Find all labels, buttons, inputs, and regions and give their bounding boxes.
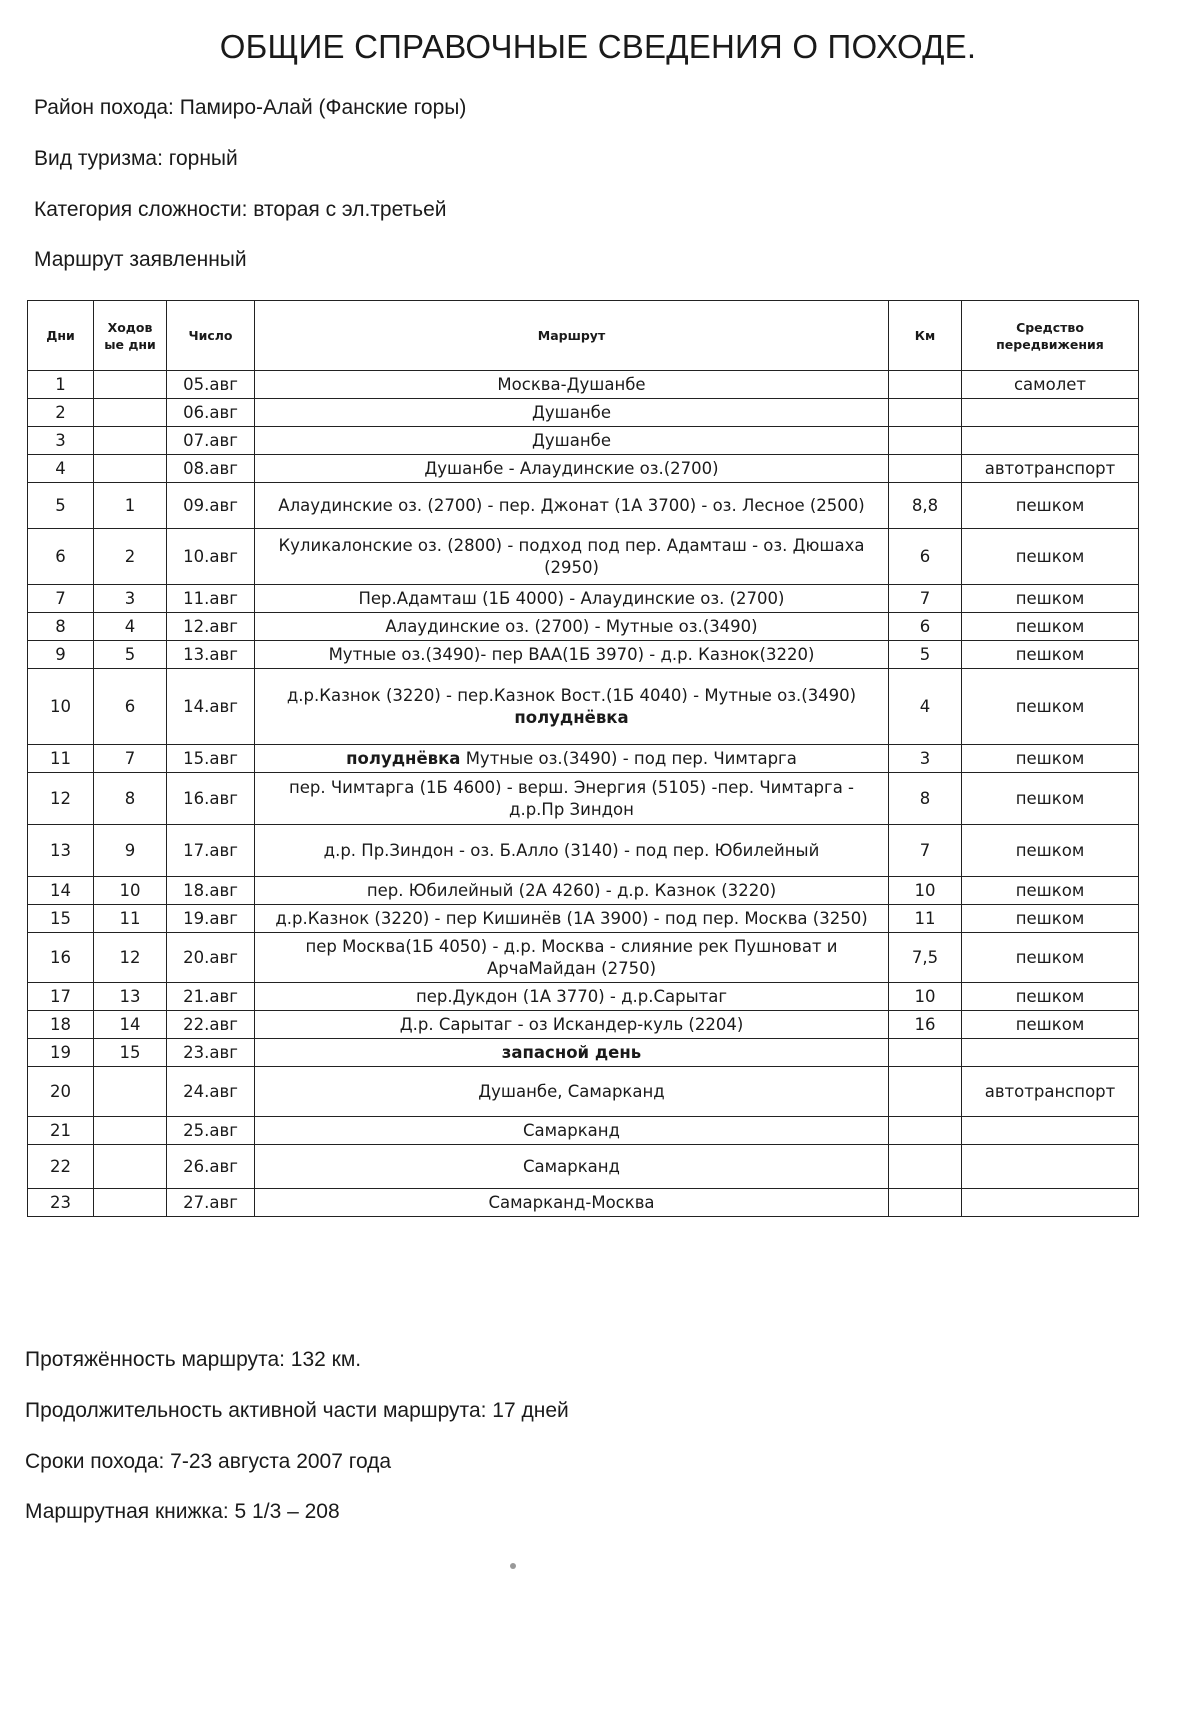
cell-day: 1 (28, 371, 94, 399)
cell-day: 13 (28, 825, 94, 877)
table-row (28, 455, 1139, 483)
cell-date: 18.авг (167, 877, 255, 905)
cell-km: 6 (889, 529, 962, 585)
cell-date: 23.авг (167, 1039, 255, 1067)
cell-route (255, 641, 889, 669)
cell-route (255, 399, 889, 427)
cell-route (255, 1117, 889, 1145)
cell-walking-day: 8 (94, 773, 167, 825)
cell-walking-day: 4 (94, 613, 167, 641)
cell-transport: автотранспорт (962, 455, 1139, 483)
cell-day: 21 (28, 1117, 94, 1145)
route-text: д.р. Пр.Зиндон - оз. Б.Алло (3140) - под пер. Юбилейный (323, 840, 820, 860)
table-row (28, 371, 1139, 399)
cell-route (255, 933, 889, 983)
route-text: Самарканд (523, 1120, 620, 1140)
route-text: Душанбе, Самарканд (478, 1081, 665, 1101)
cell-transport (962, 1145, 1139, 1189)
cell-route (255, 455, 889, 483)
cell-route (255, 983, 889, 1011)
cell-date: 19.авг (167, 905, 255, 933)
cell-day: 18 (28, 1011, 94, 1039)
route-text: Алаудинские оз. (2700) - Мутные оз.(3490) (385, 616, 758, 636)
route-text: пер Москва(1Б 4050) - д.р. Москва - слияние рек Пушноват и АрчаМайдан (2750) (305, 936, 838, 978)
cell-transport: пешком (962, 483, 1139, 529)
cell-date: 06.авг (167, 399, 255, 427)
table-row (28, 1145, 1139, 1189)
cell-route (255, 585, 889, 613)
cell-day: 7 (28, 585, 94, 613)
header-route: Маршрут (255, 301, 889, 371)
header-walking-days: Ходов ые дни (94, 301, 167, 371)
cell-walking-day: 1 (94, 483, 167, 529)
cell-day: 12 (28, 773, 94, 825)
header-km: Км (889, 301, 962, 371)
route-text: Душанбе (532, 402, 611, 422)
table-header-row (28, 301, 1139, 371)
cell-route (255, 877, 889, 905)
route-heading: Маршрут заявленный (34, 248, 247, 271)
cell-walking-day (94, 371, 167, 399)
cell-date: 11.авг (167, 585, 255, 613)
route-text: Мутные оз.(3490)- пер ВАА(1Б 3970) - д.р. Казнок(3220) (328, 644, 815, 664)
cell-date: 21.авг (167, 983, 255, 1011)
cell-walking-day: 13 (94, 983, 167, 1011)
cell-km (889, 1189, 962, 1217)
route-text: Самарканд-Москва (488, 1192, 655, 1212)
route-text: пер.Дукдон (1А 3770) - д.р.Сарытаг (415, 986, 728, 1006)
cell-km: 11 (889, 905, 962, 933)
route-text: пер. Юбилейный (2А 4260) - д.р. Казнок (3220) (366, 880, 777, 900)
region-line: Район похода: Памиро-Алай (Фанские горы) (34, 96, 467, 119)
cell-km: 4 (889, 669, 962, 745)
cell-route (255, 1145, 889, 1189)
tourism-type-line: Вид туризма: горный (34, 147, 238, 170)
cell-transport: пешком (962, 983, 1139, 1011)
table-row (28, 585, 1139, 613)
cell-transport: пешком (962, 905, 1139, 933)
cell-transport: автотранспорт (962, 1067, 1139, 1117)
cell-date: 13.авг (167, 641, 255, 669)
table-row (28, 1011, 1139, 1039)
table-row (28, 427, 1139, 455)
cell-km: 7 (889, 585, 962, 613)
cell-transport: пешком (962, 745, 1139, 773)
cell-km: 8 (889, 773, 962, 825)
route-table-body (28, 371, 1139, 1217)
cell-walking-day: 5 (94, 641, 167, 669)
cell-km: 7 (889, 825, 962, 877)
cell-walking-day: 9 (94, 825, 167, 877)
cell-transport: пешком (962, 773, 1139, 825)
cell-transport: самолет (962, 371, 1139, 399)
cell-day: 22 (28, 1145, 94, 1189)
cell-day: 2 (28, 399, 94, 427)
route-table (27, 300, 1139, 1217)
cell-day: 11 (28, 745, 94, 773)
active-duration: Продолжительность активной части маршрута: 17 дней (25, 1399, 569, 1422)
cell-route (255, 371, 889, 399)
route-note-bold: запасной день (501, 1042, 642, 1062)
table-row (28, 933, 1139, 983)
route-text: д.р.Казнок (3220) - пер Кишинёв (1А 3900) - под пер. Москва (3250) (275, 908, 868, 928)
table-row (28, 641, 1139, 669)
route-text: Пер.Адамташ (1Б 4000) - Алаудинские оз. (2700) (358, 588, 785, 608)
cell-walking-day (94, 1117, 167, 1145)
cell-date: 27.авг (167, 1189, 255, 1217)
cell-day: 20 (28, 1067, 94, 1117)
table-row (28, 399, 1139, 427)
header-transport: Средство передвижения (962, 301, 1139, 371)
cell-date: 08.авг (167, 455, 255, 483)
cell-transport: пешком (962, 877, 1139, 905)
table-row (28, 1189, 1139, 1217)
cell-day: 4 (28, 455, 94, 483)
cell-date: 20.авг (167, 933, 255, 983)
table-row (28, 669, 1139, 745)
cell-transport: пешком (962, 529, 1139, 585)
cell-transport: пешком (962, 1011, 1139, 1039)
route-length: Протяжённость маршрута: 132 км. (25, 1348, 362, 1371)
cell-date: 10.авг (167, 529, 255, 585)
cell-day: 6 (28, 529, 94, 585)
cell-walking-day (94, 1067, 167, 1117)
cell-day: 5 (28, 483, 94, 529)
cell-walking-day: 12 (94, 933, 167, 983)
cell-day: 3 (28, 427, 94, 455)
cell-route (255, 483, 889, 529)
cell-date: 09.авг (167, 483, 255, 529)
route-book: Маршрутная книжка: 5 1/3 – 208 (25, 1500, 340, 1523)
route-note-bold: полуднёвка (514, 707, 629, 727)
cell-day: 17 (28, 983, 94, 1011)
cell-day: 23 (28, 1189, 94, 1217)
cell-transport (962, 1189, 1139, 1217)
cell-route (255, 529, 889, 585)
cell-km (889, 371, 962, 399)
cell-day: 9 (28, 641, 94, 669)
cell-date: 25.авг (167, 1117, 255, 1145)
cell-km (889, 427, 962, 455)
table-row (28, 529, 1139, 585)
cell-date: 12.авг (167, 613, 255, 641)
cell-date: 24.авг (167, 1067, 255, 1117)
cell-km: 3 (889, 745, 962, 773)
cell-transport (962, 1039, 1139, 1067)
cell-km: 16 (889, 1011, 962, 1039)
cell-walking-day: 10 (94, 877, 167, 905)
cell-transport (962, 399, 1139, 427)
difficulty-line: Категория сложности: вторая с эл.третьей (34, 198, 447, 221)
cell-walking-day: 2 (94, 529, 167, 585)
cell-km: 8,8 (889, 483, 962, 529)
page-title: ОБЩИЕ СПРАВОЧНЫЕ СВЕДЕНИЯ О ПОХОДЕ. (219, 28, 977, 65)
cell-route (255, 613, 889, 641)
cell-day: 14 (28, 877, 94, 905)
cell-route (255, 1189, 889, 1217)
scan-speck (510, 1563, 516, 1569)
cell-walking-day (94, 399, 167, 427)
header-date: Число (167, 301, 255, 371)
cell-route (255, 745, 889, 773)
cell-walking-day (94, 455, 167, 483)
cell-km (889, 1145, 962, 1189)
cell-date: 22.авг (167, 1011, 255, 1039)
cell-route (255, 1067, 889, 1117)
cell-day: 10 (28, 669, 94, 745)
table-row (28, 483, 1139, 529)
route-text: Душанбе (532, 430, 611, 450)
cell-walking-day: 7 (94, 745, 167, 773)
route-text: Куликалонские оз. (2800) - подход под пер. Адамташ - оз. Дюшаха (2950) (278, 535, 865, 577)
route-text: Душанбе - Алаудинские оз.(2700) (424, 458, 719, 478)
cell-transport (962, 1117, 1139, 1145)
cell-transport: пешком (962, 825, 1139, 877)
cell-route (255, 905, 889, 933)
cell-km: 6 (889, 613, 962, 641)
cell-km: 5 (889, 641, 962, 669)
table-row (28, 905, 1139, 933)
cell-day: 16 (28, 933, 94, 983)
cell-walking-day: 15 (94, 1039, 167, 1067)
cell-route (255, 669, 889, 745)
table-row (28, 877, 1139, 905)
cell-date: 07.авг (167, 427, 255, 455)
cell-route (255, 427, 889, 455)
cell-km (889, 1117, 962, 1145)
cell-route (255, 825, 889, 877)
header-day: Дни (28, 301, 94, 371)
table-row (28, 983, 1139, 1011)
cell-date: 16.авг (167, 773, 255, 825)
cell-date: 14.авг (167, 669, 255, 745)
cell-day: 8 (28, 613, 94, 641)
route-text: Д.р. Сарытаг - оз Искандер-куль (2204) (399, 1014, 744, 1034)
cell-km: 7,5 (889, 933, 962, 983)
cell-date: 26.авг (167, 1145, 255, 1189)
cell-walking-day: 3 (94, 585, 167, 613)
table-row (28, 1117, 1139, 1145)
cell-route (255, 773, 889, 825)
route-text: Мутные оз.(3490) - под пер. Чимтарга (465, 748, 797, 768)
route-text: Алаудинские оз. (2700) - пер. Джонат (1А 3700) - оз. Лесное (2500) (278, 495, 865, 515)
cell-walking-day: 11 (94, 905, 167, 933)
route-text: пер. Чимтарга (1Б 4600) - верш. Энергия (5105) -пер. Чимтарга - д.р.Пр Зиндон (288, 777, 855, 819)
cell-km: 10 (889, 877, 962, 905)
table-row (28, 773, 1139, 825)
cell-day: 15 (28, 905, 94, 933)
cell-transport: пешком (962, 613, 1139, 641)
cell-date: 17.авг (167, 825, 255, 877)
cell-km (889, 399, 962, 427)
cell-km (889, 1067, 962, 1117)
cell-day: 19 (28, 1039, 94, 1067)
cell-walking-day (94, 1145, 167, 1189)
table-row (28, 1067, 1139, 1117)
cell-transport: пешком (962, 669, 1139, 745)
trip-dates: Сроки похода: 7-23 августа 2007 года (25, 1450, 392, 1473)
cell-km (889, 455, 962, 483)
cell-transport: пешком (962, 641, 1139, 669)
cell-route (255, 1039, 889, 1067)
cell-km: 10 (889, 983, 962, 1011)
route-text: д.р.Казнок (3220) - пер.Казнок Вост.(1Б 4040) - Мутные оз.(3490) (286, 685, 857, 705)
cell-transport (962, 427, 1139, 455)
table-row (28, 613, 1139, 641)
cell-transport: пешком (962, 933, 1139, 983)
cell-walking-day: 6 (94, 669, 167, 745)
cell-transport: пешком (962, 585, 1139, 613)
cell-walking-day (94, 427, 167, 455)
cell-walking-day: 14 (94, 1011, 167, 1039)
table-row (28, 825, 1139, 877)
route-text: Самарканд (523, 1156, 620, 1176)
cell-route (255, 1011, 889, 1039)
cell-km (889, 1039, 962, 1067)
route-text: Москва-Душанбе (497, 374, 646, 394)
table-row (28, 745, 1139, 773)
cell-date: 05.авг (167, 371, 255, 399)
cell-date: 15.авг (167, 745, 255, 773)
cell-walking-day (94, 1189, 167, 1217)
route-note-bold: полуднёвка (346, 748, 461, 768)
table-row (28, 1039, 1139, 1067)
